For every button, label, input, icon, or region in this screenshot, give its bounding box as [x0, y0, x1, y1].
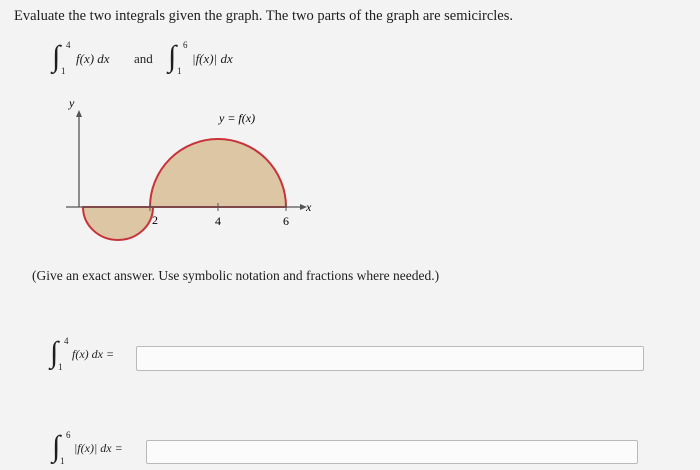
function-label: y = f(x)	[219, 111, 256, 125]
lower-limit: 1	[60, 456, 65, 466]
integrand: |f(x)| dx =	[74, 441, 123, 455]
x-tick-label: 6	[283, 214, 289, 228]
answer-2-integral-label	[52, 430, 152, 466]
y-axis-label: y	[69, 96, 75, 110]
upper-limit: 6	[183, 40, 188, 50]
question-prompt: Evaluate the two integrals given the graph. The two parts of the graph are semicircles.	[14, 8, 514, 24]
lower-limit: 1	[58, 362, 63, 372]
upper-limit: 4	[66, 40, 71, 50]
answer-2-input[interactable]	[146, 440, 638, 464]
integral-sign: ∫	[52, 40, 61, 73]
x-tick-label: 4	[215, 214, 221, 228]
integral-sign: ∫	[50, 336, 59, 369]
integral-sign: ∫	[52, 430, 61, 463]
integrand: |f(x)| dx	[192, 51, 233, 66]
upper-limit: 6	[66, 430, 71, 440]
integral-sign: ∫	[168, 40, 177, 73]
instruction-text: (Give an exact answer. Use symbolic notation and fractions where needed.)	[32, 268, 440, 283]
x-tick-label: 2	[152, 213, 158, 227]
lower-limit: 1	[177, 66, 182, 76]
lower-semicircle-region	[83, 207, 153, 240]
x-axis-label: x	[306, 200, 312, 214]
answer-1-integral-label	[50, 336, 140, 372]
y-axis-arrow-icon	[76, 110, 82, 117]
answer-1-input[interactable]	[136, 346, 644, 371]
lower-limit: 1	[61, 66, 66, 76]
integrand: f(x) dx =	[72, 347, 115, 361]
upper-semicircle-region	[150, 139, 286, 207]
upper-limit: 4	[64, 336, 69, 346]
connector-text: and	[134, 51, 153, 66]
integrand: f(x) dx	[76, 51, 110, 66]
